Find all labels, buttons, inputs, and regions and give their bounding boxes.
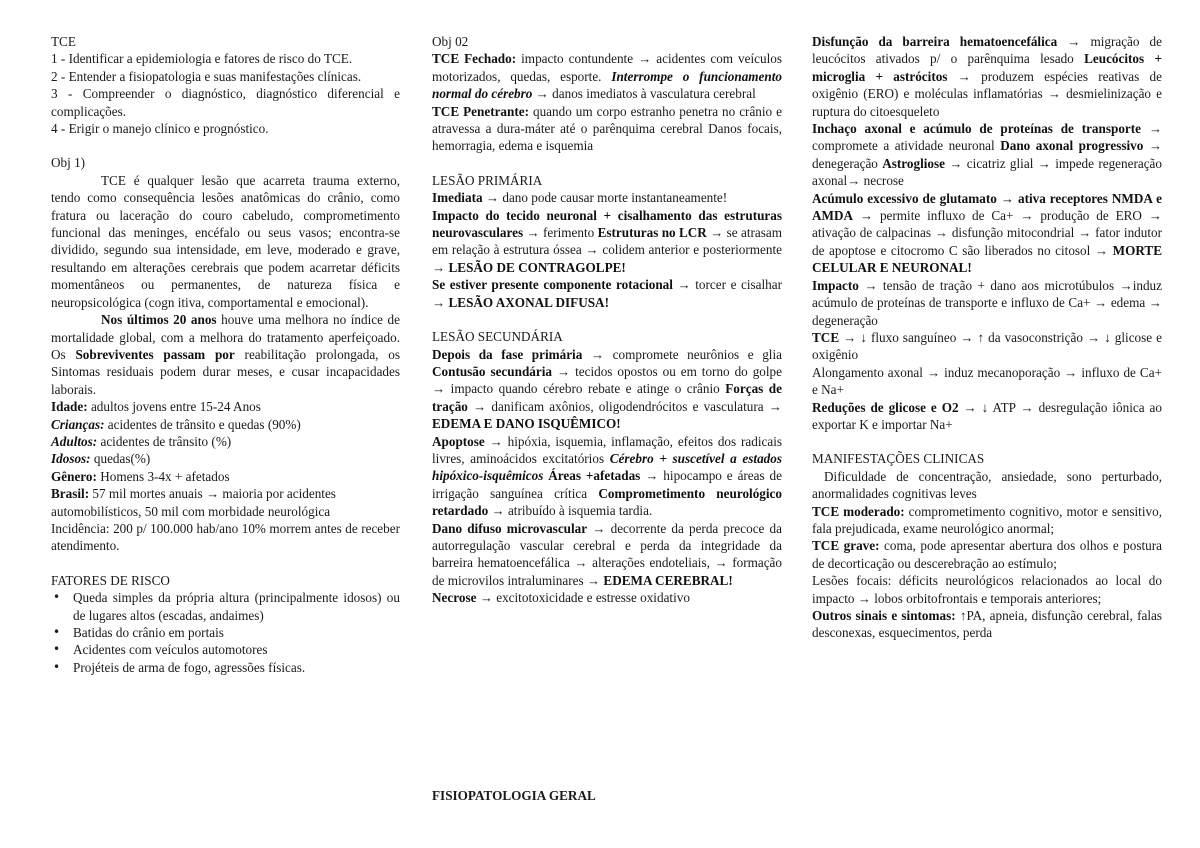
risk-factors-list [51, 589, 400, 676]
secondary-lesion-heading: LESÃO SECUNDÁRIA [432, 329, 563, 345]
definition-paragraph: TCE é qualquer lesão que acarreta trauma externo, tendo como consequência lesões anatômicas do crânio, como fratura ou laceração do couro cabeludo, comprometimento funcional das meninges, encéfalo ou seus vasos; encontra-se dividido, segundo sua intensidade, em leve, moderado e grave, resultando em alterações cerebrais que podem acarretar déficits momentâneos ou permanentes, de natureza física e neuropsicológica (cogn itiva, comportamental e emocional). [51, 172, 400, 310]
severe-tce-line: TCE grave: coma, pode apresentar abertura dos olhos e postura de decorticação ou descerebração ao estímulo; [812, 538, 1163, 571]
moderate-tce-line: TCE moderado: comprometimento cognitivo, motor e sensitivo, fala prejudicada, exame neurológico anormal; [812, 503, 1162, 536]
penetrating-tce-paragraph: TCE Penetrante: quando um corpo estranho penetra no crânio e atravessa a dura-máter até o parênquima cerebral Danos focais, hemorragia, edema e isquemia [432, 103, 782, 154]
objective-4: 4 - Erigir o manejo clínico e prognóstico. [51, 121, 269, 137]
document-title: TCE [51, 34, 76, 49]
children-line: Crianças: acidentes de trânsito e quedas (90%) [51, 416, 301, 432]
axonal-swelling-paragraph: Inchaço axonal e acúmulo de proteínas de transporte → compromete a atividade neuronal Dano axonal progressivo → denegeração Astrogliose → cicatriz glial → impede regeneração axonal→ necrose [812, 121, 1163, 189]
glucose-reduction-line: Reduções de glicose e O2 → ↓ ATP → desregulação iônica ao exportar K e importar Na+ [812, 399, 1162, 432]
obj2-heading: Obj 02 [432, 34, 469, 49]
objective-2: 2 - Entender a fisiopatologia e suas manifestações clínicas. [51, 68, 362, 84]
necrosis-line: Necrose → excitotoxicidade e estresse oxidativo [432, 590, 690, 606]
brazil-line: Brasil: 57 mil mortes anuais → maioria por acidentes automobilísticos, 50 mil com morbidade neurológica [51, 486, 336, 519]
column-left [51, 33, 400, 676]
elderly-line: Idosos: quedas(%) [51, 451, 151, 467]
other-signs-line: Outros sinais e sintomas: ↑PA, apneia, disfunção cerebral, falas desconexas, esquecimentos, perda [812, 608, 1162, 641]
list-item: • Queda simples da própria altura (principalmente idosos) ou de lugares altos (escadas, andaimes) [73, 589, 400, 624]
list-item: • Acidentes com veículos automotores [73, 641, 400, 658]
general-pathophysiology-heading: FISIOPATOLOGIA GERAL [432, 788, 596, 803]
list-item: • Projéteis de arma de fogo, agressões físicas. [73, 659, 400, 676]
rotational-paragraph: Se estiver presente componente rotacional → torcer e cisalhar → LESÃO AXONAL DIFUSA! [432, 277, 783, 310]
axonal-stretch-line: Alongamento axonal → induz mecanoporação → influxo de Ca+ e Na+ [812, 364, 1162, 398]
incidence-line: Incidência: 200 p/ 100.000 hab/ano 10% morrem antes de receber atendimento. [51, 520, 400, 554]
objective-3: 3 - Compreender o diagnóstico, diagnóstico diferencial e complicações. [51, 86, 400, 119]
clinical-manifestations-heading: MANIFESTAÇÕES CLINICAS [812, 451, 985, 467]
age-line: Idade: adultos jovens entre 15-24 Anos [51, 399, 261, 415]
closed-tce-paragraph: TCE Fechado: impacto contundente → acidentes com veículos motorizados, quedas, esporte. Interrompe o funcionamento normal do cérebro → danos imediatos à vasculatura cerebral [432, 51, 782, 102]
primary-lesion-heading: LESÃO PRIMÁRIA [432, 172, 543, 188]
impact-paragraph: Impacto do tecido neuronal + cisalhamento das estruturas neurovasculares → ferimento Estruturas no LCR → se atrasam em relação à estrutura óssea → colidem anterior e posteriormente → LESÃO DE CONTRAGOLPE! [432, 207, 782, 275]
obj1-heading: Obj 1) [51, 155, 86, 171]
apoptosis-paragraph: Apoptose → hipóxia, isquemia, inflamação, efeitos dos radicais livres, aminoácidos excitatórios Cérebro + suscetível a estados hipóxico-isquêmicos Áreas +afetadas → hipocampo e áreas de irrigação sanguínea crítica Comprometimento neurológico retardado → atribuído à isquemia tardia. [432, 433, 783, 519]
glutamate-paragraph: Acúmulo excessivo de glutamato → ativa receptores NMDA e AMDA → permite influxo de Ca+ → produção de ERO → ativação de calpacinas → disfunção mitocondrial → fator indutor de apoptose e citocromo C são liberados no citosol → MORTE CELULAR E NEURONAL! [812, 190, 1162, 276]
secondary-paragraph: Depois da fase primária → compromete neurônios e glia Contusão secundária → tecidos opostos ou em torno do golpe → impacto quando cérebro rebate e atinge o crânio Forças de tração → danificam axônios, oligodendrócitos e vasculatura → EDEMA E DANO ISQUÊMICO! [432, 346, 783, 432]
mild-manifestations: Dificuldade de concentração, ansiedade, sono perturbado, anormalidades cognitivas leves [812, 468, 1162, 502]
risk-factors-heading: FATORES DE RISCO [51, 572, 170, 588]
microvascular-paragraph: Dano difuso microvascular → decorrente da perda precoce da autorregulação vascular cerebral e perda da integridade da barreira hematoencefálica → alterações endoteliais, → formação de microvilos intraluminares → EDEMA CEREBRAL! [432, 520, 782, 588]
bbb-paragraph: Disfunção da barreira hematoencefálica → migração de leucócitos ativados p/ o parênquima lesado Leucócitos + microglia + astrócitos → produzem espécies reativas de oxigênio (ERO) e moléculas inflamatórias → desmielinização e ruptura do citoesqueleto [812, 34, 1162, 119]
column-middle [432, 33, 782, 607]
column-right [812, 33, 1162, 642]
blood-flow-line: TCE → ↓ fluxo sanguíneo → ↑ da vasoconstrição → ↓ glicose e oxigênio [812, 329, 1162, 363]
objective-1: 1 - Identificar a epidemiologia e fatores de risco do TCE. [51, 51, 353, 67]
impact-tension-paragraph: Impacto → tensão de tração + dano aos microtúbulos →induz acúmulo de proteínas de transporte e influxo de Ca+ → edema → degeneração [812, 277, 1162, 328]
mortality-paragraph: Nos últimos 20 anos houve uma melhora no índice de mortalidade global, com a melhora do tratamento aperfeiçoado. Os Sobreviventes passam por reabilitação prolongada, os Sintomas residuais podem durar meses, e cusar incapacidades laborais. [51, 312, 401, 397]
immediate-line: Imediata → dano pode causar morte instantaneamente! [432, 190, 728, 206]
gender-line: Gênero: Homens 3-4x + afetados [51, 468, 230, 484]
focal-lesions-line: Lesões focais: déficits neurológicos relacionados ao local do impacto → lobos orbitofrontais e temporais anteriores; [812, 573, 1162, 606]
list-item: • Batidas do crânio em portais [73, 624, 400, 641]
adults-line: Adultos: acidentes de trânsito (%) [51, 433, 232, 449]
